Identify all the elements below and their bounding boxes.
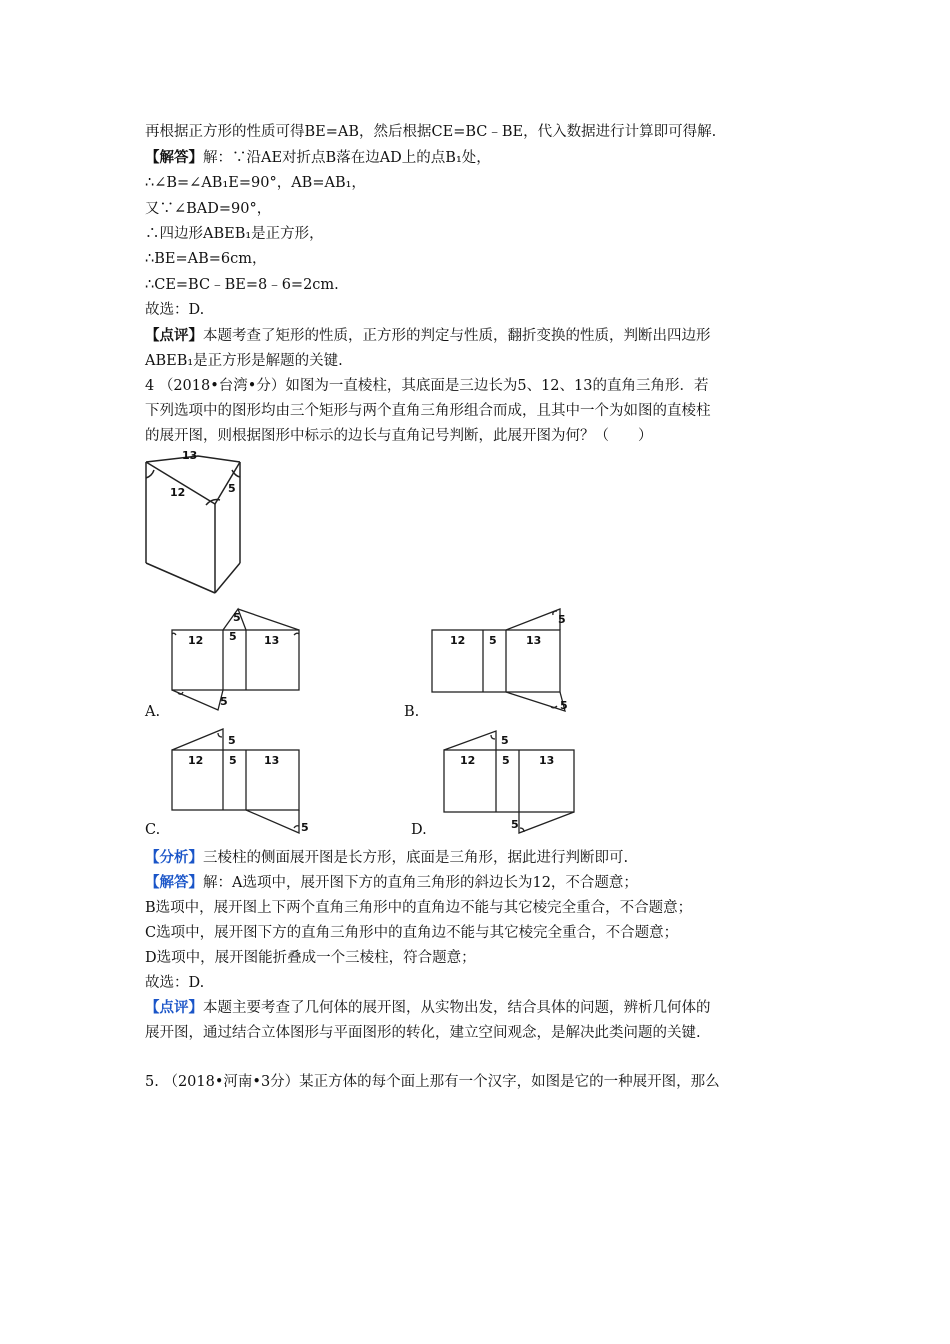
solution-line: 故选：D.: [145, 975, 205, 991]
label-5: 5: [228, 734, 236, 747]
text-line: ∴BE=AB=6cm，: [145, 251, 267, 267]
label-12: 12: [188, 754, 204, 767]
option-c-label[interactable]: C.: [145, 822, 161, 838]
text-line: 又∵∠BAD=90°，: [145, 201, 272, 217]
label-5: 5: [511, 818, 519, 831]
label-5: 5: [233, 611, 241, 624]
option-d-label[interactable]: D.: [411, 822, 427, 838]
solution-line: 【解答】解：A选项中，展开图下方的直角三角形的斜边长为12，不合题意；: [145, 874, 638, 891]
label-5: 5: [501, 734, 509, 747]
comment-tag: 【点评】: [145, 327, 203, 344]
text-line: ABEB₁是正方形是解题的关键.: [145, 353, 343, 369]
label-5: 5: [229, 630, 237, 643]
text-line: 【点评】本题考查了矩形的性质，正方形的判定与性质，翻折变换的性质，判断出四边形: [145, 327, 711, 344]
label-5: 5: [220, 695, 228, 708]
question-4-line: 下列选项中的图形均由三个矩形与两个直角三角形组合而成，且其中一个为如图的直棱柱: [145, 403, 711, 419]
label-5: 5: [558, 613, 566, 626]
text-line: ∴∠B=∠AB₁E=90°，AB=AB₁，: [145, 175, 366, 191]
solution-line: D选项中，展开图能折叠成一个三棱柱，符合题意；: [145, 950, 476, 966]
solution-line: B选项中，展开图上下两个直角三角形中的直角边不能与其它棱完全重合，不合题意；: [145, 900, 693, 916]
label-13: 13: [182, 449, 198, 462]
label-13: 13: [526, 634, 542, 647]
option-a-figure: [160, 605, 310, 715]
answer-tag: 【解答】: [145, 149, 203, 166]
answer-tag: 【解答】: [145, 874, 203, 891]
label-13: 13: [264, 754, 280, 767]
option-b-label[interactable]: B.: [404, 704, 420, 720]
question-5-line: 5. （2018•河南•3分）某正方体的每个面上那有一个汉字，如图是它的一种展开图，那么: [145, 1074, 720, 1090]
solution-line: C选项中，展开图下方的直角三角形中的直角边不能与其它棱完全重合，不合题意；: [145, 925, 679, 941]
text-line: 故选：D.: [145, 302, 205, 318]
label-5: 5: [301, 821, 309, 834]
prism-figure: [140, 448, 250, 598]
label-12: 12: [460, 754, 476, 767]
analysis-line: 【分析】三棱柱的侧面展开图是长方形，底面是三角形，据此进行判断即可.: [145, 849, 629, 866]
text-line: ∴CE=BC﹣BE=8﹣6=2cm.: [145, 277, 339, 293]
option-b-figure: [420, 605, 580, 715]
text-line: 再根据正方形的性质可得BE=AB，然后根据CE=BC﹣BE，代入数据进行计算即可得解.: [145, 124, 717, 140]
question-4-line: 4 （2018•台湾•分）如图为一直棱柱，其底面是三边长为5、12、13的直角三角形．若: [145, 378, 709, 394]
label-5: 5: [489, 634, 497, 647]
analysis-tag: 【分析】: [145, 849, 203, 866]
label-5: 5: [560, 699, 568, 712]
text-line: ∴四边形ABEB₁是正方形，: [145, 226, 324, 242]
text-line: 【解答】解：∵沿AE对折点B落在边AD上的点B₁处，: [145, 149, 491, 166]
question-4-line: 的展开图，则根据图形中标示的边长与直角记号判断，此展开图为何？（ ）: [145, 428, 653, 444]
comment-line: 展开图，通过结合立体图形与平面图形的转化，建立空间观念，是解决此类问题的关键.: [145, 1025, 701, 1041]
label-12: 12: [450, 634, 466, 647]
label-13: 13: [539, 754, 555, 767]
label-12: 12: [188, 634, 204, 647]
option-c-figure: [160, 725, 320, 840]
comment-line: 【点评】本题主要考查了几何体的展开图，从实物出发，结合具体的问题，辨析几何体的: [145, 999, 711, 1016]
label-13: 13: [264, 634, 280, 647]
option-d-figure: [432, 725, 592, 840]
label-12: 12: [170, 486, 186, 499]
label-5: 5: [502, 754, 510, 767]
label-5: 5: [228, 482, 236, 495]
label-5: 5: [229, 754, 237, 767]
option-a-label[interactable]: A.: [145, 704, 161, 720]
comment-tag: 【点评】: [145, 999, 203, 1016]
